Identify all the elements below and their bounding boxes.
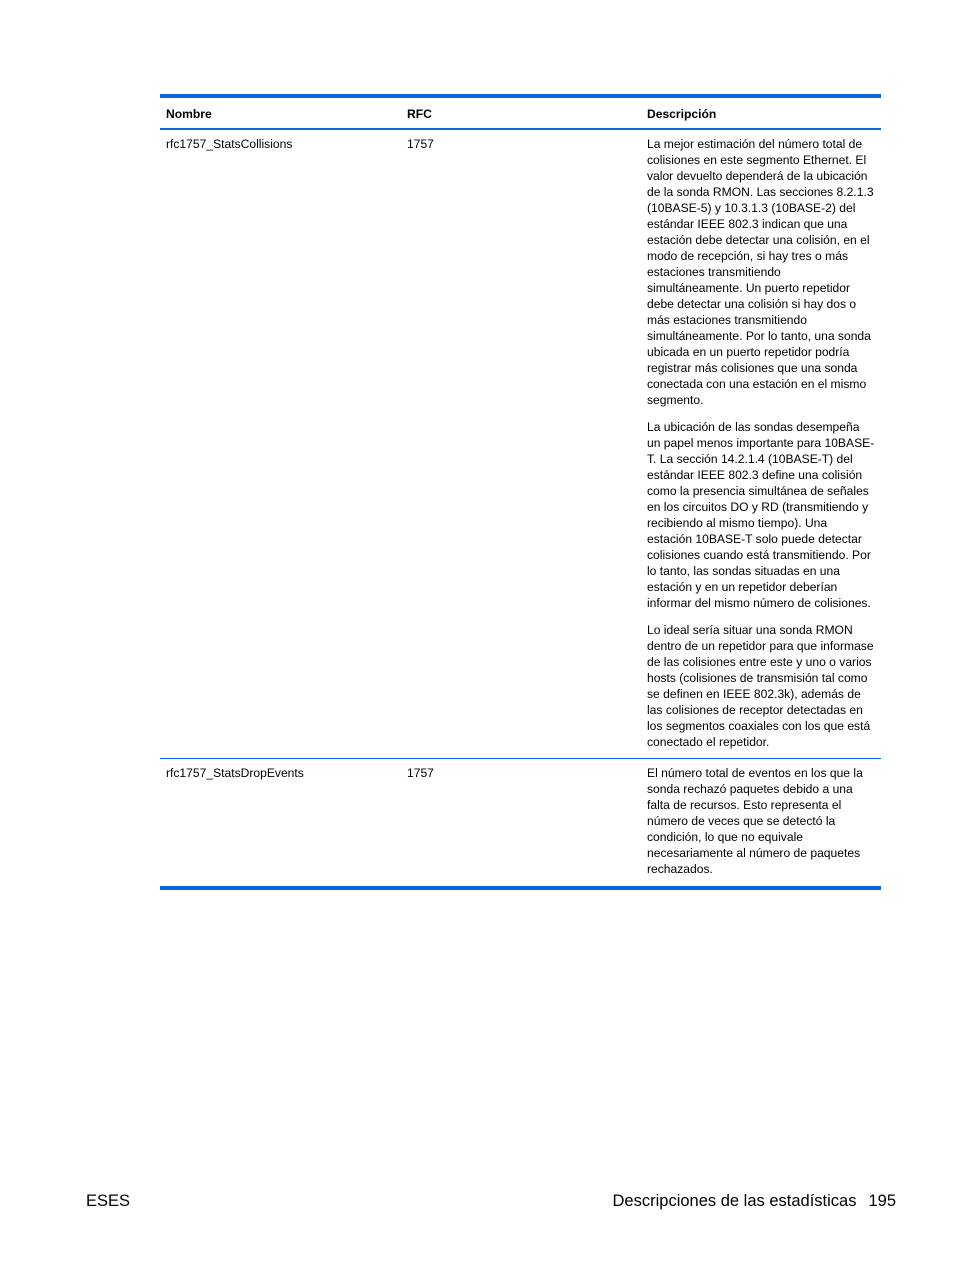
description-paragraph: La ubicación de las sondas desempeña un papel menos importante para 10BASE-T. La sección 14.2.1.4 (10BASE-T) del estándar IEEE 802.3 define una colisión como la presencia simultánea de señales en los circuitos DO y RD (transmitiendo y recibiendo al mismo tiempo). Una estación 10BASE-T solo puede detectar colisiones cuando está transmitiendo. Por lo tanto, las sondas situadas en una estación y en un repetidor deberían informar del mismo número de colisiones. [647,420,875,610]
footer-locale-code: ESES [86,1192,131,1210]
description-paragraph: Lo ideal sería situar una sonda RMON dentro de un repetidor para que informase de las colisiones entre este y uno o varios hosts (colisiones de transmisión tal como se definen en IEEE 802.3k), además de las colisiones de receptor detectadas en los segmentos coaxiales con los que está conectado el repetidor. [647,623,874,749]
cell-description [640,759,881,889]
table-row [160,129,881,759]
cell-rfc: 1757 [400,759,640,889]
cell-description [640,129,881,759]
cell-name: rfc1757_StatsDropEvents [160,759,400,889]
header-descripcion: Descripción [640,96,881,129]
footer-section-title: Descripciones de las estadísticas [612,1192,857,1210]
description-paragraph: El número total de eventos en los que la sonda rechazó paquetes debido a una falta de recursos. Esto representa el número de veces que se detectó la condición, lo que no equivale necesariamente al número de paquetes rechazados. [647,766,863,876]
cell-name: rfc1757_StatsCollisions [160,129,400,759]
description-paragraph: La mejor estimación del número total de colisiones en este segmento Ethernet. El valor devuelto dependerá de la ubicación de la sonda RMON. Las secciones 8.2.1.3 (10BASE-5) y 10.3.1.3 (10BASE-2) del estándar IEEE 802.3 indican que una estación debe detectar una colisión, en el modo de recepción, si hay tres o más estaciones transmitiendo simultáneamente. Un puerto repetidor debe detectar una colisión si hay dos o más estaciones transmitiendo simultáneamente. Por lo tanto, una sonda ubicada en un puerto repetidor podría registrar más colisiones que una sonda conectada con una estación en el mismo segmento. [647,137,874,407]
statistics-table [160,94,881,890]
page-number: 195 [868,1192,896,1210]
cell-rfc: 1757 [400,129,640,759]
header-rfc: RFC [400,96,640,129]
table-row [160,759,881,889]
table-header-row [160,96,881,129]
header-nombre: Nombre [160,96,400,129]
footer-section [613,1191,896,1211]
statistics-table-container [160,94,881,890]
